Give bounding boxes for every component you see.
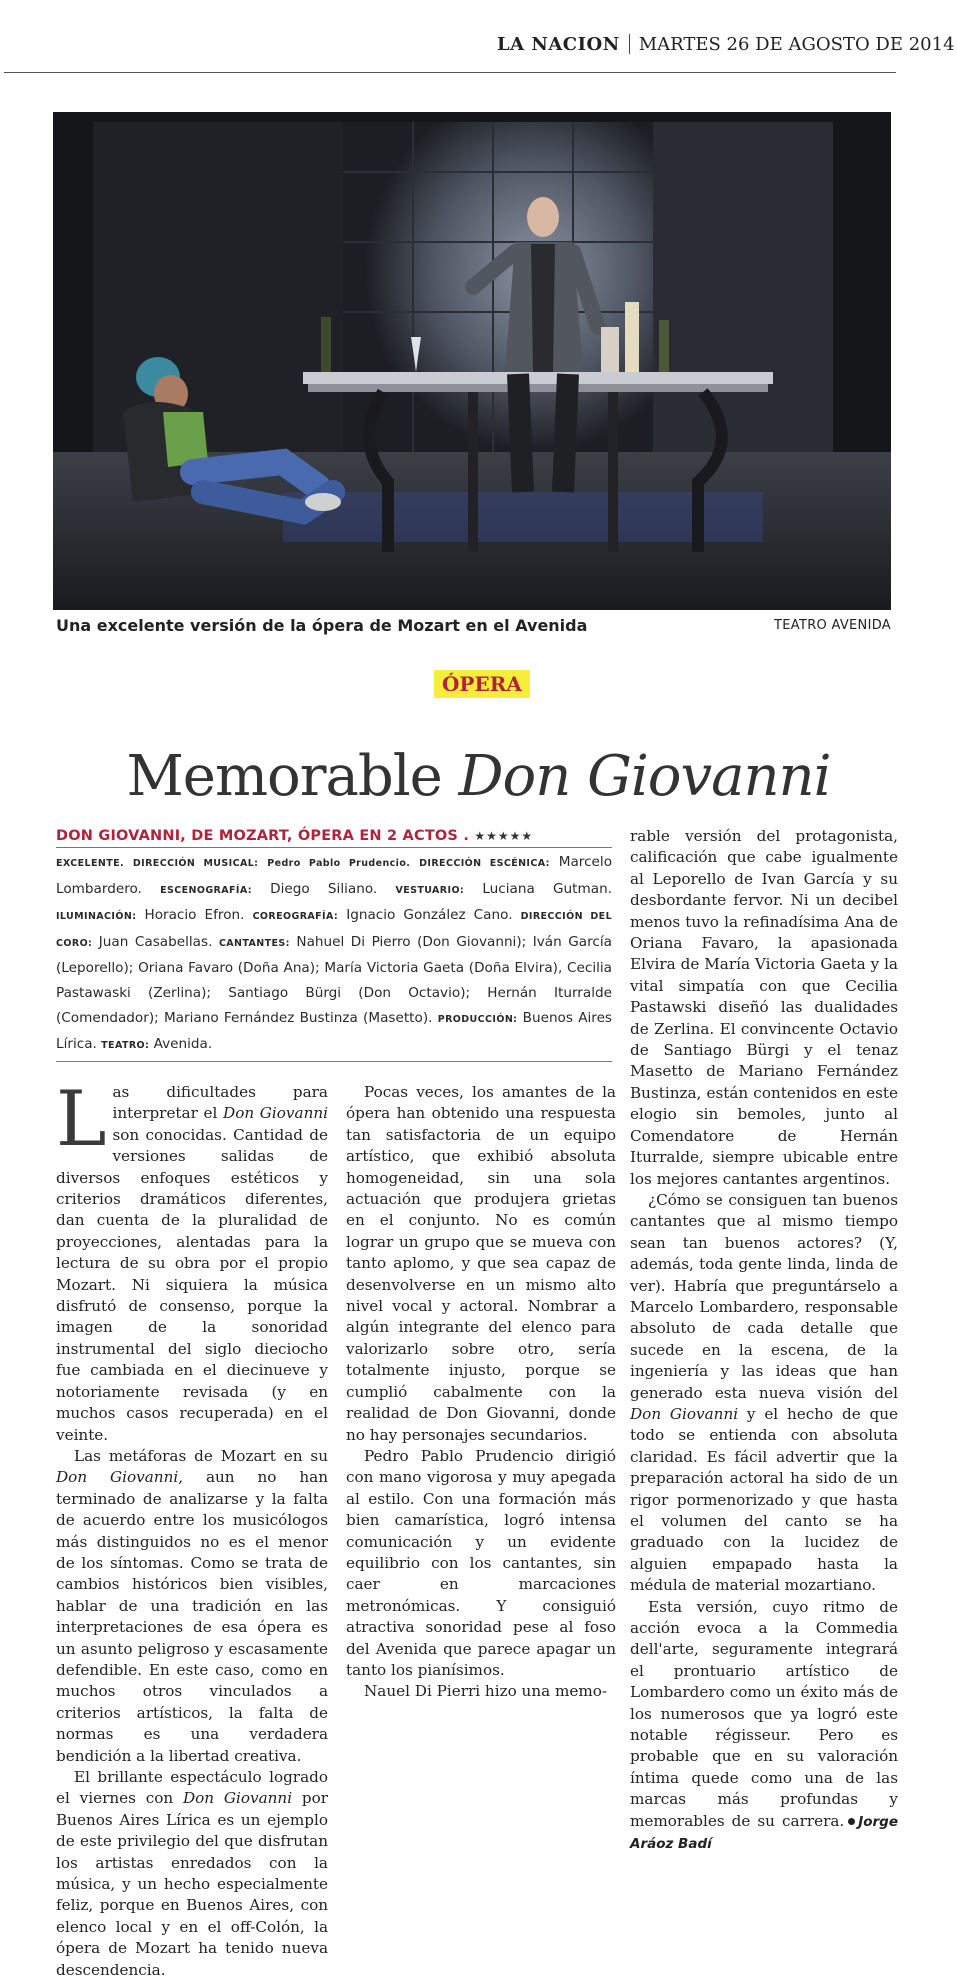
article-paragraph: Pocas veces, los amantes de la ópera han obtenido una respuesta tan satisfactoria de un equipo artístico, que exhibió absoluta homogeneidad, sin una sola actuación que produjera grietas en el conjunto. No es común lograr un grupo que se mueva con tanto aplomo, y que sea capaz de desenvolverse en un mismo alto nivel vocal y actoral. Nombrar a algún integrante del elenco para valorizarlo sobre otro, sería totalmente injusto, porque se cumplió cabalmente con la realidad de Don Giovanni, donde no hay personajes secundarios. [346,1083,616,1444]
newspaper-name: LA NACION [497,34,620,55]
publication-date: MARTES 26 DE AGOSTO DE 2014 [638,34,955,55]
masthead-separator [629,34,630,54]
credit-value: Nahuel Di Pierro (Don Giovanni); Iván García (Leporello); Oriana Favaro (Doña Ana); María Victoria Gaeta (Doña Elvira), Cecilia Pastawaski (Zerlina); Santiago Bürgi (Don Octavio); Hernán Iturralde (Comendador); Mariano Fernández Bustinza (Masetto). [56,933,613,1026]
masthead-rule [4,72,896,73]
author-byline: Jorge Aráoz Badí [630,1813,898,1853]
text-run: y el hecho de que todo se entienda con absoluta claridad. Es fácil advertir que la preparación actoral ha sido de un rigor pormenorizado y que hasta el volumen del canto se ha graduado con la lucidez de alguien empapado hasta la médula de material mozartiano. [630,1404,898,1595]
credits-list [56,850,612,1062]
text-run: El brillante espectáculo logrado el viernes con [56,1768,328,1808]
credit-value: Diego Siliano. [270,880,378,897]
fact-box [56,828,612,1062]
credit-key: VESTUARIO: [395,884,465,896]
headline-title: Don Giovanni [458,743,831,809]
text-run: Don Giovanni [223,1104,328,1123]
headline [0,744,957,809]
photo-caption: Una excelente versión de la ópera de Mozart en el Avenida [56,616,588,635]
fact-box-title: DON GIOVANNI, DE MOZART, ÓPERA EN 2 ACTOS . ★★★★★ [56,828,612,848]
rating-stars: ★★★★★ [474,829,534,843]
text-run: as dificultades para interpretar el [112,1083,328,1123]
article-column-1 [56,1074,328,1981]
work-title: DON GIOVANNI, DE MOZART, ÓPERA EN 2 ACTOS [56,828,459,844]
credit-value: Marcelo Lombardero. [56,854,613,897]
article-paragraph [56,1446,328,1767]
text-run: son conocidas. Cantidad de versiones salidas de diversos enfoques estéticos y criterios dramáticos diferentes, dan cuenta de la pluralidad de proyecciones, alentadas para la lectura de su obra por el propio Mozart. Ni siquiera la música disfrutó de consenso, porque la imagen de la sonoridad instrumental del siglo dieciocho fue cambiada en el diecinueve y notoriamente revisada (y en muchos casos recuperada) en el veinte. [56,1125,328,1444]
rating-label: EXCELENTE. [56,858,125,869]
credit-key: PRODUCCIÓN: [437,1013,518,1025]
text-run: Don Giovanni [56,1468,179,1487]
credit-value: Horacio Efron. [144,907,245,924]
text-run: Don Giovanni [182,1789,293,1808]
credit-key: DIRECCIÓN ESCÉNICA: [419,858,550,869]
credit-value: Buenos Aires Lírica. [56,1009,613,1053]
section-label: ÓPERA [434,670,530,698]
text-run: Esta versión, cuyo ritmo de acción evoca a la Commedia dell'arte, seguramente integrará el prontuario artístico de Lombardero como un éxito más de los numerosos que ya logró este notable régisseur. Pero es probable que en su valoración íntima quede como una de las marcas más profundas y memorables de su carrera. [630,1597,898,1830]
text-run: ¿Cómo se consiguen tan buenos cantantes que al mismo tiempo sean tan buenos actores? (Y, además, toda gente linda, linda de ver). Habría que preguntárselo a Marcelo Lombardero, responsable absoluto de cada detalle que sucede en la escena, de la ingeniería y las ideas que han generado esta nueva visión del [630,1190,898,1402]
article-column-3 [630,826,898,1856]
credit-value: Avenida. [153,1036,213,1053]
credit-key: ESCENOGRAFÍA: [160,884,252,896]
headline-text: Memorable [126,743,459,809]
text-run: Don Giovanni [630,1404,739,1423]
text-run: Las metáforas de Mozart en su [74,1446,328,1465]
credit-key: COREOGRAFÍA: [252,911,339,923]
masthead [497,34,955,55]
text-run: , aun no han terminado de analizarse y la falta de acuerdo entre los musicólogos más distinguidos no es el menor de los síntomas. Como se trata de cambios históricos bien visibles, hablar de una tradición en las interpretaciones de esa ópera es un asunto peligroso y escasamente defendible. En este caso, como en muchos otros vinculados a criterios artísticos, la falta de normas es una verdadera bendición a la libertad creativa. [56,1468,328,1765]
text-run: por Buenos Aires Lírica es un ejemplo de este privilegio del que disfrutan los artistas enredados con la música, y un hecho especialmente feliz, porque en Buenos Aires, con elenco local y en el off-Colón, la ópera de Mozart ha tenido nueva descendencia. [56,1789,328,1979]
article-paragraph [56,1767,328,1981]
credit-value: Juan Casabellas. [98,933,213,950]
credit-key: CANTANTES: [218,937,290,949]
article-paragraph: Nauel Di Pierri hizo una memo- [364,1682,608,1701]
credit-key: TEATRO: [101,1040,150,1052]
article-column-2 [346,1082,616,1703]
credit-value: Pedro Pablo Prudencio. [267,858,411,869]
article-paragraph [56,1074,328,1446]
byline-bullet [848,1818,855,1825]
article-paragraph [630,1597,898,1856]
photo-credit: TEATRO AVENIDA [774,618,891,633]
credit-key: DIRECCIÓN MUSICAL: [132,858,259,869]
article-paragraph [630,1190,898,1597]
article-paragraph: Pedro Pablo Prudencio dirigió con mano vigorosa y muy apegada al estilo. Con una formación más bien camarística, logró intensa comunicación y un evidente equilibrio con los cantantes, sin caer en marcaciones metronómicas. Y consiguió atractiva sonoridad pese al foso del Avenida que parece apagar un tanto los pianísimos. [346,1446,616,1679]
credit-key: ILUMINACIÓN: [56,911,137,923]
credit-key: DIRECCIÓN DEL CORO: [56,911,613,949]
credit-value: Ignacio González Cano. [346,907,513,924]
article-paragraph: rable versión del protagonista, calificación que cabe igualmente al Leporello de Ivan García y su desbordante fervor. Ni un decibel menos tuvo la refinadísima Ana de Oriana Favaro, la apasionada Elvira de María Victoria Gaeta y la vital simpatía con que Cecilia Pastawski diseñó las dualidades de Zerlina. El convincente Octavio de Santiago Bürgi y el tenaz Masetto de Mariano Fernández Bustinza, están contenidos en este elogio sin bemoles, junto al Comendatore de Hernán Iturralde, siempre ubicable entre los mejores cantantes argentinos. [630,827,898,1188]
credit-value: Luciana Gutman. [482,880,613,897]
stage-photo [53,112,891,610]
drop-cap: L [56,1074,107,1163]
